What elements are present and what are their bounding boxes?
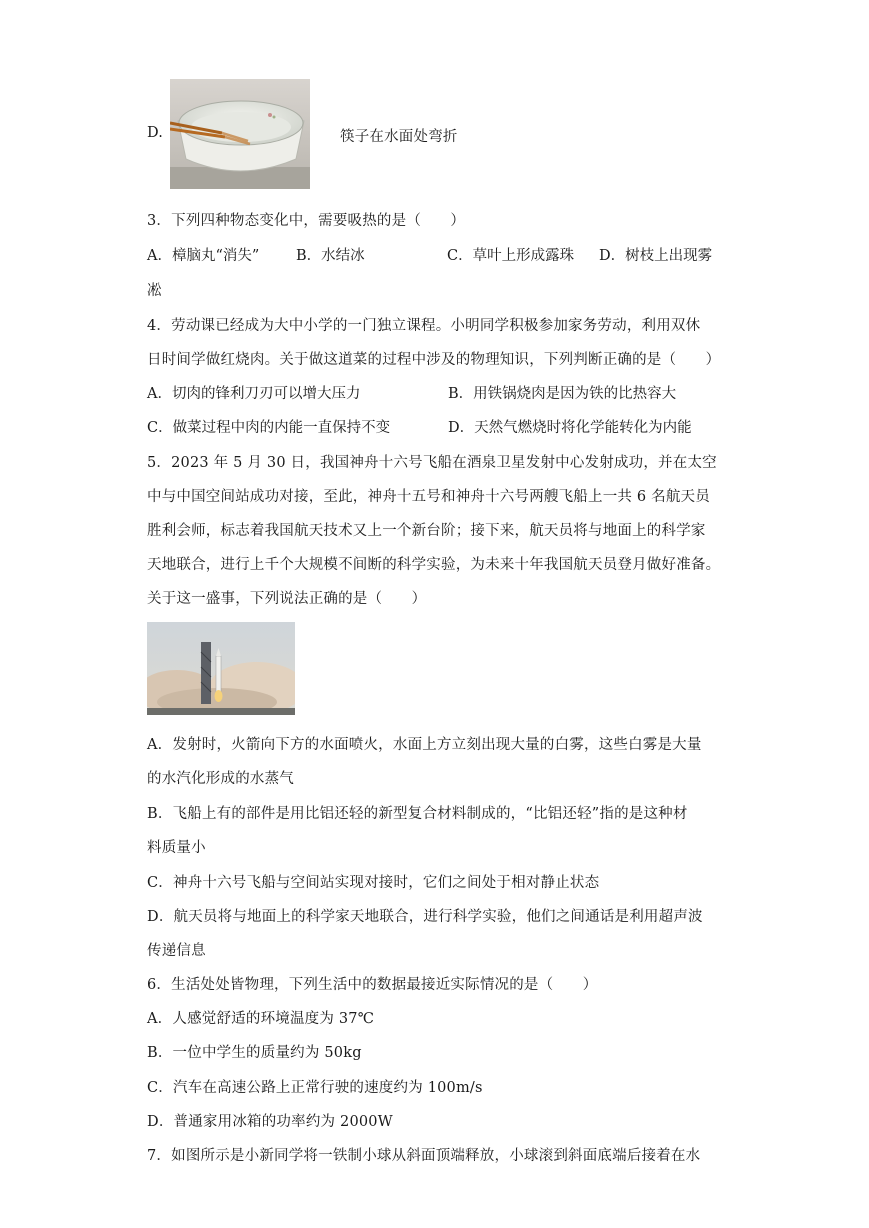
q4-option-c: C．做菜过程中肉的内能一直保持不变 <box>147 420 391 436</box>
q5-stem-line-2: 中与中国空间站成功对接，至此，神舟十五号和神舟十六号两艘飞船上一共 6 名航天员 <box>147 489 710 505</box>
q4-option-a: A．切肉的锋利刀刃可以增大压力 <box>147 386 361 402</box>
q5-option-line-2: 的水汽化形成的水蒸气 <box>147 771 294 787</box>
q3-option-c: C．草叶上形成露珠 <box>447 248 575 264</box>
q6-option-c: C．汽车在高速公路上正常行驶的速度约为 100m/s <box>147 1080 483 1096</box>
bowl-chopsticks-illustration <box>170 79 310 189</box>
q3-stem: 3．下列四种物态变化中，需要吸热的是（ ） <box>147 213 466 229</box>
q5-stem-line-5: 关于这一盛事，下列说法正确的是（ ） <box>147 591 427 607</box>
q5-option-line-4: 料质量小 <box>147 840 206 856</box>
q5-stem-line-3: 胜利会师，标志着我国航天技术又上一个新台阶；接下来，航天员将与地面上的科学家 <box>147 523 706 539</box>
q4-option-d: D．天然气燃烧时将化学能转化为内能 <box>448 420 692 436</box>
q2-option-d-label: D. <box>147 125 164 141</box>
q6-option-d: D．普通家用冰箱的功率约为 2000W <box>147 1114 393 1130</box>
q4-stem-line-2: 日时间学做红烧肉。关于做这道菜的过程中涉及的物理知识，下列判断正确的是（ ） <box>147 352 721 368</box>
q6-stem: 6．生活处处皆物理，下列生活中的数据最接近实际情况的是（ ） <box>147 977 598 993</box>
q6-option-a: A．人感觉舒适的环境温度为 37℃ <box>147 1011 375 1027</box>
q4-stem-line-1: 4．劳动课已经成为大中小学的一门独立课程。小明同学积极参加家务劳动，利用双休 <box>147 318 701 334</box>
q5-stem-line-4: 天地联合，进行上千个大规模不间断的科学实验，为未来十年我国航天员登月做好准备。 <box>147 557 721 573</box>
bowl-chopsticks-photo <box>170 79 310 189</box>
q3-option-d-continuation: 凇 <box>147 283 162 299</box>
q5-option-line-6: D．航天员将与地面上的科学家天地联合，进行科学实验，他们之间通话是利用超声波 <box>147 909 703 925</box>
q7-stem-line-1: 7．如图所示是小新同学将一铁制小球从斜面顶端释放，小球滚到斜面底端后接着在水 <box>147 1148 701 1164</box>
rocket-launch-photo <box>147 622 295 715</box>
q3-option-b: B．水结冰 <box>296 248 365 264</box>
q3-option-d: D．树枝上出现雾 <box>599 248 713 264</box>
q5-option-line-1: A．发射时，火箭向下方的水面喷火，水面上方立刻出现大量的白雾，这些白雾是大量 <box>147 737 702 753</box>
q5-option-line-3: B．飞船上有的部件是用比铝还轻的新型复合材料制成的，“比铝还轻”指的是这种材 <box>147 806 688 822</box>
q5-option-line-7: 传递信息 <box>147 943 206 959</box>
q5-option-line-5: C．神舟十六号飞船与空间站实现对接时，它们之间处于相对静止状态 <box>147 875 600 891</box>
q2-option-d-caption: 筷子在水面处弯折 <box>340 129 458 145</box>
rocket-launch-illustration <box>147 622 295 715</box>
q4-option-b: B．用铁锅烧肉是因为铁的比热容大 <box>448 386 677 402</box>
q5-stem-line-1: 5．2023 年 5 月 30 日，我国神舟十六号飞船在酒泉卫星发射中心发射成功，并在太空 <box>147 455 717 471</box>
q6-option-b: B．一位中学生的质量约为 50kg <box>147 1045 362 1061</box>
q3-option-a: A．樟脑丸“消失” <box>147 248 260 264</box>
